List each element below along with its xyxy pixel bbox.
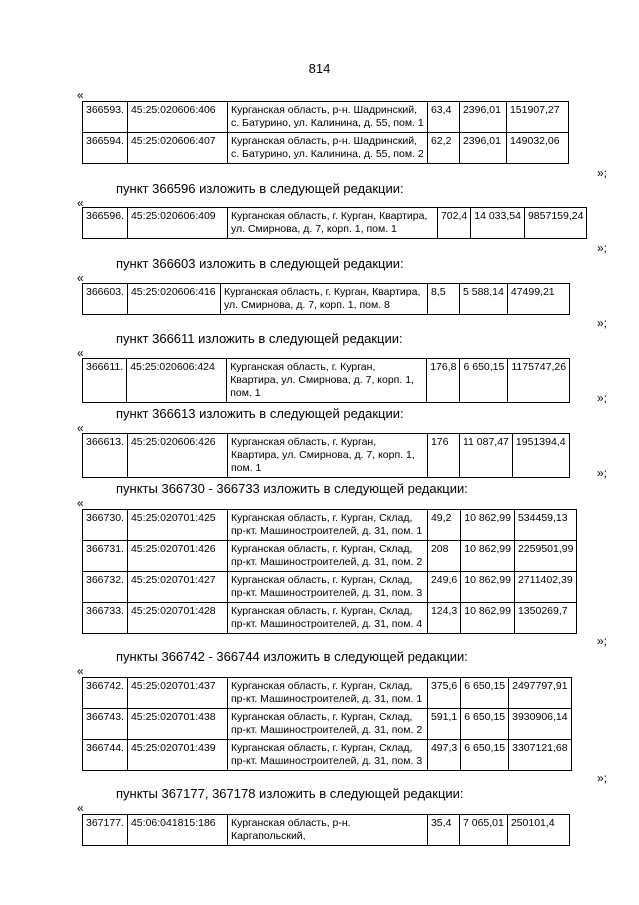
cell-address: Курганская область, р-н. Каргапольский,	[227, 815, 427, 846]
cell-area: 591,1	[427, 709, 460, 740]
quote-open: «	[77, 88, 84, 102]
cell-address: Курганская область, г. Курган, Квартира, ул. Смирнова, д. 7, корп. 1, пом. 1	[227, 208, 437, 239]
cell-rate: 5 588,14	[459, 284, 507, 315]
quote-open: «	[77, 346, 84, 360]
cell-cadastral: 45:25:020606:426	[127, 434, 227, 478]
cell-number: 366596.	[83, 208, 128, 239]
instruction-text: пункт 366603 изложить в следующей редакции:	[116, 256, 404, 271]
cell-cadastral: 45:25:020606:409	[127, 208, 227, 239]
cell-cadastral: 45:25:020701:437	[127, 678, 227, 709]
cell-value: 1951394,4	[512, 434, 569, 478]
table-row	[83, 541, 577, 572]
cell-address: Курганская область, г. Курган, Склад, пр-кт. Машиностроителей, д. 31, пом. 2	[227, 709, 427, 740]
cell-rate: 10 862,99	[461, 572, 515, 603]
cell-address: Курганская область, р-н. Шадринский, с. Батурино, ул. Калинина, д. 55, пом. 2	[227, 133, 427, 164]
cell-area: 49,2	[427, 510, 460, 541]
cell-rate: 2396,01	[459, 133, 506, 164]
quote-close: »;	[597, 316, 608, 330]
cell-number: 366733.	[83, 603, 128, 634]
table-row	[83, 102, 569, 133]
table-row	[83, 208, 587, 239]
quote-open: «	[77, 496, 84, 510]
cell-number: 366731.	[83, 541, 128, 572]
cell-number: 366744.	[83, 740, 128, 771]
cell-value: 250101,4	[507, 815, 569, 846]
quote-open: «	[77, 421, 84, 435]
cell-cadastral: 45:25:020701:428	[127, 603, 227, 634]
quote-close: »;	[597, 771, 608, 785]
instruction-text: пункты 366742 - 366744 изложить в следующей редакции:	[116, 649, 468, 664]
cell-area: 63,4	[427, 102, 459, 133]
cell-value: 2497797,91	[509, 678, 571, 709]
cell-rate: 10 862,99	[461, 510, 515, 541]
table-row	[83, 434, 570, 478]
cell-area: 62,2	[427, 133, 459, 164]
cell-value: 9857159,24	[524, 208, 586, 239]
cell-value: 47499,21	[507, 284, 569, 315]
table-row	[83, 510, 577, 541]
cell-rate: 6 650,15	[461, 709, 509, 740]
cell-address: Курганская область, г. Курган, Квартира, ул. Смирнова, д. 7, корп. 1, пом. 1	[227, 434, 427, 478]
cell-value: 1350269,7	[514, 603, 576, 634]
table-section-4	[82, 433, 570, 478]
quote-open: «	[77, 664, 84, 678]
table-section-3	[82, 358, 570, 403]
cell-value: 3930906,14	[509, 709, 571, 740]
cell-area: 35,4	[427, 815, 459, 846]
cell-address: Курганская область, г. Курган, Склад, пр-кт. Машиностроителей, д. 31, пом. 1	[227, 510, 427, 541]
cell-rate: 7 065,01	[459, 815, 507, 846]
cell-cadastral: 45:06:041815:186	[127, 815, 227, 846]
cell-number: 366613.	[83, 434, 128, 478]
cell-cadastral: 45:25:020606:406	[127, 102, 227, 133]
cell-value: 1175747,26	[508, 359, 570, 403]
cell-area: 176,8	[427, 359, 460, 403]
cell-rate: 10 862,99	[461, 603, 515, 634]
cell-area: 124,3	[427, 603, 460, 634]
table-section-7	[82, 814, 570, 846]
cell-number: 366730.	[83, 510, 128, 541]
table-row	[83, 709, 572, 740]
quote-close: »;	[597, 634, 608, 648]
instruction-text: пункты 367177, 367178 изложить в следующей редакции:	[116, 786, 464, 801]
table-section-2	[82, 283, 570, 315]
cell-rate: 2396,01	[459, 102, 506, 133]
cell-address: Курганская область, г. Курган, Склад, пр-кт. Машиностроителей, д. 31, пом. 1	[227, 678, 427, 709]
cell-rate: 6 650,15	[461, 740, 509, 771]
quote-open: «	[77, 271, 84, 285]
cell-cadastral: 45:25:020701:426	[127, 541, 227, 572]
table-row	[83, 740, 572, 771]
cell-area: 8,5	[427, 284, 459, 315]
quote-open: «	[77, 801, 84, 815]
cell-area: 208	[427, 541, 460, 572]
instruction-text: пункт 366613 изложить в следующей редакции:	[116, 406, 404, 421]
instruction-text: пункт 366611 изложить в следующей редакции:	[116, 331, 403, 346]
cell-area: 176	[427, 434, 459, 478]
cell-area: 702,4	[437, 208, 470, 239]
table-section-1	[82, 207, 587, 239]
cell-cadastral: 45:25:020701:427	[127, 572, 227, 603]
cell-rate: 14 033,54	[471, 208, 525, 239]
page-number: 814	[308, 61, 331, 76]
quote-close: »;	[597, 466, 608, 480]
cell-rate: 10 862,99	[461, 541, 515, 572]
cell-value: 534459,13	[514, 510, 576, 541]
table-section-0	[82, 101, 569, 164]
cell-number: 366593.	[83, 102, 128, 133]
cell-cadastral: 45:25:020606:424	[127, 359, 227, 403]
cell-value: 3307121,68	[509, 740, 571, 771]
table-row	[83, 572, 577, 603]
quote-close: »;	[597, 241, 608, 255]
cell-number: 366611.	[83, 359, 127, 403]
cell-area: 249,6	[427, 572, 460, 603]
quote-open: «	[77, 196, 84, 210]
cell-number: 366603.	[83, 284, 128, 315]
cell-address: Курганская область, г. Курган, Квартира, ул. Смирнова, д. 7, корп. 1, пом. 1	[227, 359, 427, 403]
instruction-text: пункты 366730 - 366733 изложить в следующей редакции:	[116, 481, 468, 496]
cell-cadastral: 45:25:020701:439	[127, 740, 227, 771]
cell-address: Курганская область, г. Курган, Квартира, ул. Смирнова, д. 7, корп. 1, пом. 8	[220, 284, 427, 315]
cell-value: 151907,27	[506, 102, 568, 133]
cell-number: 366594.	[83, 133, 128, 164]
cell-address: Курганская область, р-н. Шадринский, с. Батурино, ул. Калинина, д. 55, пом. 1	[227, 102, 427, 133]
cell-value: 149032,06	[506, 133, 568, 164]
cell-address: Курганская область, г. Курган, Склад, пр-кт. Машиностроителей, д. 31, пом. 2	[227, 541, 427, 572]
cell-cadastral: 45:25:020701:438	[127, 709, 227, 740]
cell-number: 366743.	[83, 709, 128, 740]
table-row	[83, 678, 572, 709]
cell-area: 497,3	[427, 740, 460, 771]
table-row	[83, 284, 570, 315]
cell-cadastral: 45:25:020606:407	[127, 133, 227, 164]
cell-address: Курганская область, г. Курган, Склад, пр-кт. Машиностроителей, д. 31, пом. 3	[227, 740, 427, 771]
cell-rate: 6 650,15	[460, 359, 508, 403]
cell-value: 2259501,99	[514, 541, 576, 572]
cell-number: 366742.	[83, 678, 128, 709]
table-section-6	[82, 677, 572, 771]
cell-address: Курганская область, г. Курган, Склад, пр-кт. Машиностроителей, д. 31, пом. 4	[227, 603, 427, 634]
cell-number: 366732.	[83, 572, 128, 603]
cell-cadastral: 45:25:020701:425	[127, 510, 227, 541]
table-row	[83, 133, 569, 164]
quote-close: »;	[597, 391, 608, 405]
table-row	[83, 603, 577, 634]
cell-value: 2711402,39	[514, 572, 576, 603]
cell-number: 367177.	[83, 815, 128, 846]
quote-close: »;	[597, 166, 608, 180]
instruction-text: пункт 366596 изложить в следующей редакции:	[116, 181, 404, 196]
table-row	[83, 815, 570, 846]
cell-rate: 6 650,15	[461, 678, 509, 709]
table-section-5	[82, 509, 577, 634]
table-row	[83, 359, 570, 403]
cell-area: 375,6	[427, 678, 460, 709]
cell-cadastral: 45:25:020606:416	[127, 284, 220, 315]
cell-address: Курганская область, г. Курган, Склад, пр-кт. Машиностроителей, д. 31, пом. 3	[227, 572, 427, 603]
cell-rate: 11 087,47	[459, 434, 512, 478]
